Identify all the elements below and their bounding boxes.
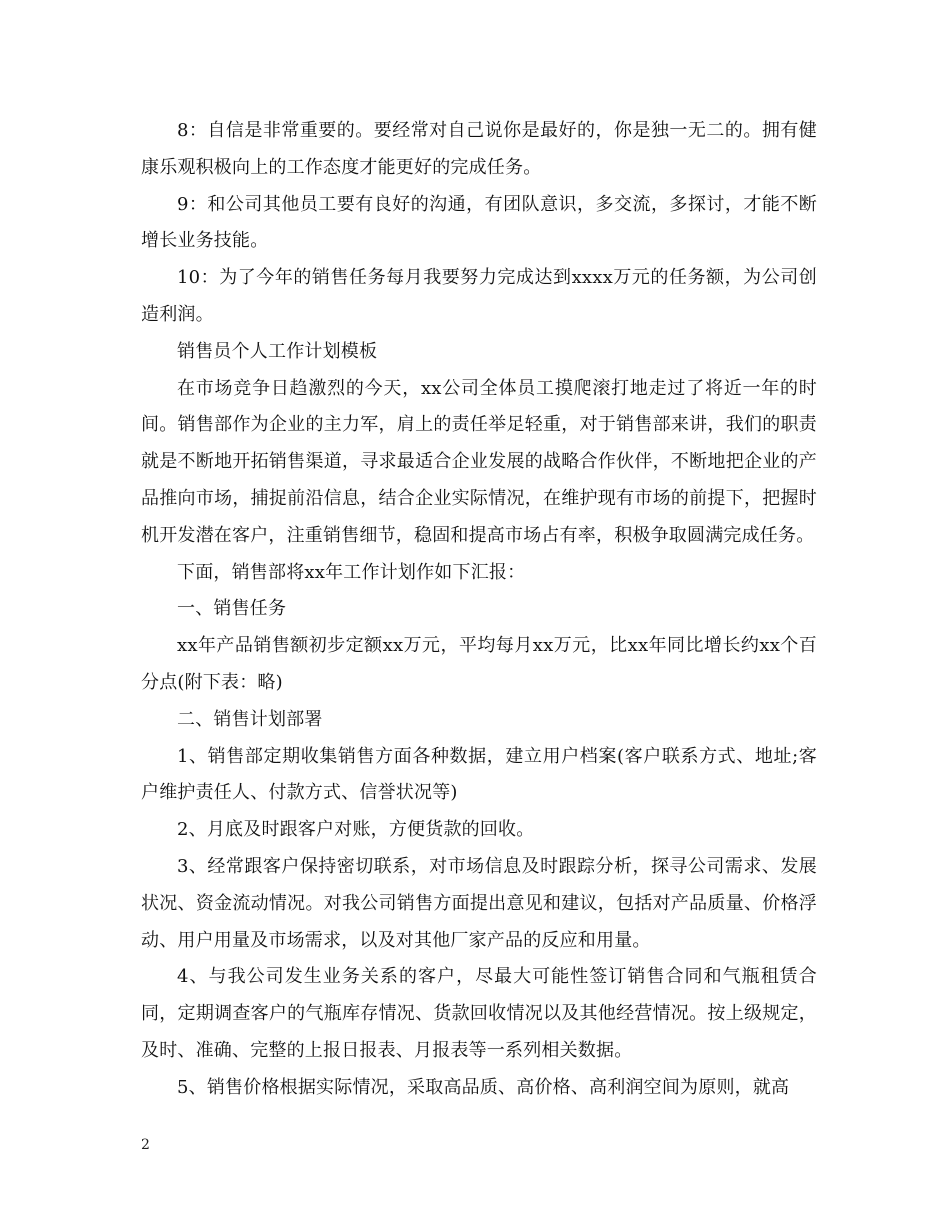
paragraph-item-9: 9：和公司其他员工要有良好的沟通，有团队意识，多交流，多探讨，才能不断增长业务技能。 bbox=[141, 193, 817, 252]
plan-item-4: 4、与我公司发生业务关系的客户，尽最大可能性签订销售合同和气瓶租赁合同，定期调查客户的气瓶库存情况、货款回收情况以及其他经营情况。按上级规定，及时、准确、完整的上报日报表、月报表等一系列相关数据。 bbox=[141, 966, 817, 1061]
page-number: 2 bbox=[141, 1137, 150, 1153]
plan-item-3: 3、经常跟客户保持密切联系，对市场信息及时跟踪分析，探寻公司需求、发展状况、资金流动情况。对我公司销售方面提出意见和建议，包括对产品质量、价格浮动、用户用量及市场需求，以及对其他厂家产品的反应和用量。 bbox=[141, 855, 817, 951]
section-heading-sales-plan: 二、销售计划部署 bbox=[177, 708, 323, 730]
section-heading-template: 销售员个人工作计划模板 bbox=[177, 340, 378, 362]
paragraph-report-lead: 下面，销售部将xx年工作计划作如下汇报： bbox=[177, 561, 526, 583]
plan-item-5: 5、销售价格根据实际情况，采取高品质、高价格、高利润空间为原则，就高 bbox=[177, 1076, 790, 1098]
paragraph-item-10: 10：为了今年的销售任务每月我要努力完成达到xxxx万元的任务额，为公司创造利润。 bbox=[141, 267, 817, 325]
section-heading-sales-task: 一、销售任务 bbox=[177, 598, 287, 620]
document-body bbox=[141, 113, 817, 1107]
paragraph-item-8: 8：自信是非常重要的。要经常对自己说你是最好的，你是独一无二的。拥有健康乐观积极向上的工作态度才能更好的完成任务。 bbox=[141, 120, 817, 178]
paragraph-introduction: 在市场竞争日趋激烈的今天，xx公司全体员工摸爬滚打地走过了将近一年的时间。销售部作为企业的主力军，肩上的责任举足轻重，对于销售部来讲，我们的职责就是不断地开拓销售渠道，寻求最适合企业发展的战略合作伙伴，不断地把企业的产品推向市场，捕捉前沿信息，结合企业实际情况，在维护现有市场的前提下，把握时机开发潜在客户，注重销售细节，稳固和提高市场占有率，积极争取圆满完成任务。 bbox=[141, 377, 817, 546]
paragraph-sales-target: xx年产品销售额初步定额xx万元，平均每月xx万元，比xx年同比增长约xx个百分点(附下表：略) bbox=[141, 635, 817, 693]
plan-item-1: 1、销售部定期收集销售方面各种数据，建立用户档案(客户联系方式、地址;客户维护责任人、付款方式、信誉状况等) bbox=[141, 745, 817, 804]
plan-item-2: 2、月底及时跟客户对账，方便货款的回收。 bbox=[177, 819, 535, 841]
